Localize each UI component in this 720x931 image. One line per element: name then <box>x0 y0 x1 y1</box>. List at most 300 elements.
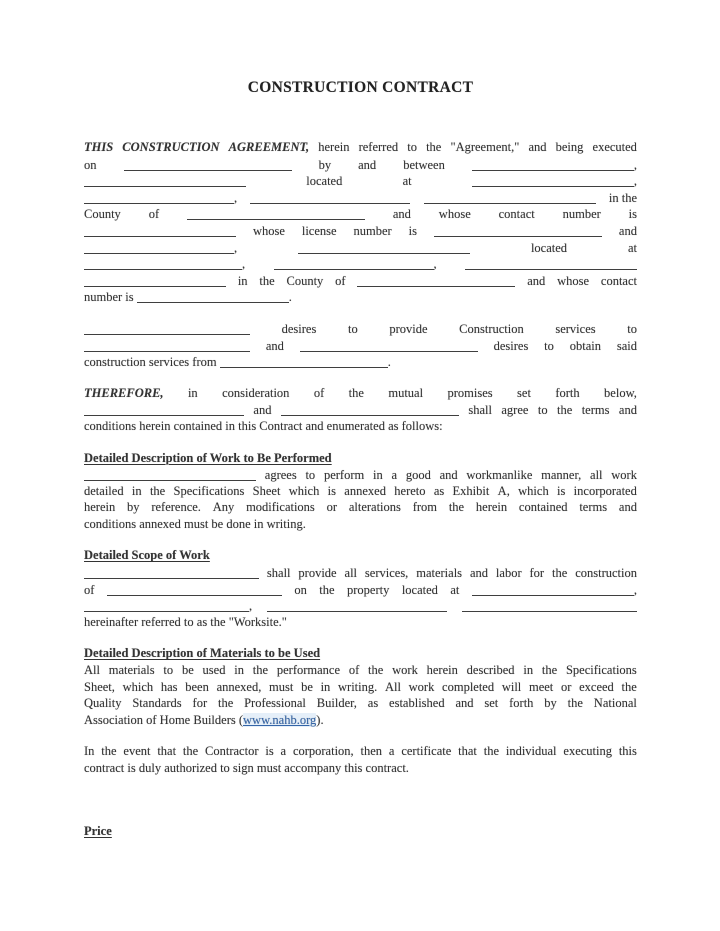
fill-in-blank: , <box>472 156 637 174</box>
text-line <box>84 695 637 712</box>
text-run: on <box>294 582 307 597</box>
fill-in-blank <box>84 401 244 419</box>
text-line <box>84 205 637 222</box>
text-run: is <box>628 207 637 222</box>
text-run: Standards <box>132 696 182 711</box>
text-run: a <box>391 468 398 483</box>
fill-in-blank: . <box>220 355 391 369</box>
blank-underline <box>84 403 244 416</box>
fill-in-blank: , <box>274 255 437 273</box>
text-line <box>84 189 637 206</box>
text-run: by <box>318 157 332 172</box>
fill-in-blank: , <box>84 189 237 207</box>
text-line <box>84 760 637 777</box>
text-run: the <box>348 385 364 400</box>
nahb-website-link[interactable]: www.nahb.org <box>243 712 317 727</box>
text-run: in <box>237 273 248 288</box>
text-run: number is <box>84 290 137 305</box>
text-line <box>84 581 637 598</box>
text-run: Sheet, <box>84 679 115 694</box>
text-run: is <box>265 744 274 759</box>
fill-in-blank <box>84 337 250 355</box>
text-run: all <box>344 566 358 581</box>
fill-in-blank <box>465 255 637 273</box>
text-run: work <box>408 679 435 694</box>
text-line <box>84 564 637 581</box>
text-line <box>84 418 637 435</box>
text-run: Professional <box>244 696 306 711</box>
text-run: will <box>501 679 522 694</box>
blank-underline <box>462 599 637 612</box>
intro-paragraph <box>84 139 637 305</box>
text-run: perform <box>323 468 365 483</box>
fill-in-blank <box>434 222 602 240</box>
text-run: to <box>537 403 548 418</box>
text-line <box>84 385 637 402</box>
text-run: or <box>326 500 338 515</box>
text-line <box>84 662 637 679</box>
text-run: County <box>286 273 324 288</box>
text-run: Any <box>212 500 235 515</box>
text-run: the <box>541 663 558 678</box>
text-run: of <box>148 207 160 222</box>
text-run: services, <box>364 566 409 581</box>
text-run: located <box>530 240 568 255</box>
text-run: hereinafter referred to as the "Worksite." <box>84 614 287 629</box>
text-line <box>84 743 637 760</box>
fill-in-blank: , <box>472 172 637 190</box>
text-run: whose <box>438 207 471 222</box>
text-run: and <box>358 157 377 172</box>
text-run: at <box>450 582 460 597</box>
text-run: to <box>305 468 316 483</box>
fill-in-blank <box>84 466 256 484</box>
text-line <box>84 222 637 239</box>
text-run: and <box>527 273 546 288</box>
text-run: executed <box>592 140 637 154</box>
blank-underline <box>465 257 637 270</box>
text-run: Quality <box>84 696 122 711</box>
text-run: the <box>182 744 199 759</box>
text-run: contact <box>600 273 637 288</box>
text-run: all <box>590 468 603 483</box>
text-run: agree <box>501 403 529 418</box>
text-run: good <box>405 468 431 483</box>
text-run: hereto <box>394 483 426 498</box>
text-run: the <box>567 696 583 711</box>
text-run: modifications <box>246 500 315 515</box>
text-run: the <box>426 140 442 154</box>
text-run: in <box>131 483 142 498</box>
heading-work-description: Detailed Description of Work to Be Performed <box>84 450 332 465</box>
text-run: and <box>528 140 547 154</box>
text-run: services <box>555 321 596 336</box>
text-run: corporation, <box>292 744 354 759</box>
fill-in-blank <box>124 156 292 174</box>
text-run: as <box>367 696 379 711</box>
scope-of-work-paragraph <box>84 564 637 630</box>
text-run: THIS <box>84 140 114 154</box>
fill-in-blank: , <box>84 255 245 273</box>
text-run: the <box>448 500 465 515</box>
text-run: and <box>265 338 284 353</box>
text-run: herein <box>426 663 458 678</box>
text-run: then <box>360 744 383 759</box>
fill-in-blank <box>187 205 365 223</box>
text-run: is <box>327 483 336 498</box>
text-run: completed <box>442 679 495 694</box>
text-run: forth <box>509 696 534 711</box>
text-run: for <box>529 566 545 581</box>
text-run: the <box>552 566 568 581</box>
text-run: herein <box>84 500 116 515</box>
text-run: whose <box>557 273 590 288</box>
text-line <box>84 712 637 729</box>
text-run: certificate <box>401 744 452 759</box>
text-run: of <box>84 582 95 597</box>
text-line <box>84 353 637 370</box>
fill-in-blank: . <box>137 290 292 304</box>
fill-in-blank <box>300 337 478 355</box>
text-run: in <box>320 679 331 694</box>
text-line <box>84 272 637 289</box>
text-run: labor <box>495 566 522 581</box>
fill-in-blank <box>107 581 282 599</box>
document-title: CONSTRUCTION CONTRACT <box>247 79 474 96</box>
fill-in-blank <box>84 172 246 190</box>
text-run: be <box>301 679 313 694</box>
text-line <box>84 139 637 156</box>
text-line <box>84 156 637 173</box>
blank-underline <box>84 224 236 237</box>
fill-in-blank <box>84 564 259 582</box>
text-run: located <box>306 174 343 189</box>
text-run: from <box>412 500 438 515</box>
text-line <box>84 499 637 516</box>
text-line <box>84 172 637 189</box>
fill-in-blank: , <box>84 597 252 615</box>
text-run: provide <box>298 566 337 581</box>
text-run: the <box>621 679 637 694</box>
text-run: and <box>618 500 637 515</box>
text-run: obtain <box>569 338 601 353</box>
fill-in-blank <box>281 401 459 419</box>
text-line <box>84 516 637 533</box>
blank-underline <box>267 599 447 612</box>
blank-underline <box>137 290 289 303</box>
materials-paragraph <box>84 662 637 728</box>
text-run: to <box>163 663 174 678</box>
text-run: THEREFORE, <box>84 385 164 400</box>
fill-in-blank: , <box>84 239 237 257</box>
text-run: of <box>348 663 360 678</box>
text-line <box>84 288 637 305</box>
blank-underline <box>250 191 410 204</box>
text-run: as <box>433 483 445 498</box>
text-run: Sheet <box>252 483 281 498</box>
text-run: terms <box>581 403 610 418</box>
text-run: County <box>84 207 121 222</box>
blank-underline <box>300 339 478 352</box>
text-line <box>84 337 637 354</box>
text-run: performance <box>276 663 341 678</box>
text-run: this <box>618 744 637 759</box>
text-run: agrees <box>264 468 297 483</box>
blank-underline <box>84 241 234 254</box>
text-run: and <box>469 566 489 581</box>
text-run: National <box>593 696 637 711</box>
text-run: herein <box>318 140 350 154</box>
text-line <box>84 466 637 483</box>
text-run: set <box>484 696 499 711</box>
fill-in-blank <box>84 222 236 240</box>
text-run: annexed, <box>216 679 262 694</box>
blank-underline <box>84 566 259 579</box>
blank-underline <box>84 191 234 204</box>
blank-underline <box>84 599 249 612</box>
work-description-paragraph <box>84 466 637 532</box>
text-run: and <box>392 207 411 222</box>
blank-underline <box>472 174 634 187</box>
text-run: the <box>557 403 573 418</box>
fill-in-blank <box>267 597 447 615</box>
text-run: conditions herein contained in this Contract and enumerated as follows: <box>84 418 443 433</box>
text-run: described <box>466 663 515 678</box>
blank-underline <box>84 174 246 187</box>
fill-in-blank: , <box>472 581 637 599</box>
text-run: in <box>372 468 383 483</box>
text-run: construction services from <box>84 355 220 370</box>
fill-in-blank <box>462 597 637 615</box>
text-run: desires <box>281 321 317 336</box>
text-run: to <box>544 338 554 353</box>
text-run: Specifications <box>565 663 637 678</box>
text-run: mutual <box>388 385 424 400</box>
text-run: Construction <box>459 321 524 336</box>
text-run: at <box>627 240 637 255</box>
text-run: being <box>555 140 584 154</box>
fill-in-blank <box>357 272 515 290</box>
text-run: materials <box>108 663 155 678</box>
text-run: the <box>252 663 269 678</box>
text-run: a <box>388 744 395 759</box>
text-run: desires <box>493 338 529 353</box>
text-run: conditions annexed must be done in writing. <box>84 516 306 531</box>
blank-underline <box>187 207 365 220</box>
text-run: AGREEMENT, <box>228 140 310 154</box>
text-run: contained <box>518 500 568 515</box>
text-run: the <box>149 483 166 498</box>
text-run: that <box>458 744 477 759</box>
text-run: located <box>401 582 438 597</box>
text-run: be <box>181 663 194 678</box>
text-run: workmanlike <box>466 468 533 483</box>
blank-underline <box>298 241 470 254</box>
text-run: work <box>611 468 637 483</box>
text-line <box>84 255 637 272</box>
text-run: incorporated <box>573 483 637 498</box>
text-run: individual <box>505 744 557 759</box>
text-run: detailed <box>84 483 124 498</box>
fill-in-blank <box>298 239 470 257</box>
text-run: has <box>160 679 178 694</box>
text-run: CONSTRUCTION <box>122 140 220 154</box>
text-run: established <box>389 696 445 711</box>
text-run: the <box>101 744 117 759</box>
blank-underline <box>220 355 388 368</box>
text-run: to <box>627 321 637 336</box>
text-run: forth <box>555 385 580 400</box>
text-run: the <box>319 582 335 597</box>
text-run: of <box>313 385 325 400</box>
text-run: number <box>353 223 392 238</box>
text-run: by <box>544 696 557 711</box>
text-run: in <box>187 385 198 400</box>
text-run: terms <box>579 500 608 515</box>
text-run: and <box>439 468 458 483</box>
text-run: event <box>123 744 151 759</box>
text-run: the <box>217 696 234 711</box>
text-run: is <box>408 223 418 238</box>
text-run: reference. <box>151 500 201 515</box>
blank-underline <box>107 583 282 596</box>
text-run: property <box>347 582 390 597</box>
text-run: at <box>402 174 412 189</box>
text-run: alterations <box>348 500 401 515</box>
text-run: referred <box>358 140 399 154</box>
text-run: or <box>560 679 572 694</box>
heading-materials: Detailed Description of Materials to be Used <box>84 646 321 661</box>
text-run: ). <box>316 712 324 727</box>
text-run: and <box>455 696 474 711</box>
text-line <box>84 401 637 418</box>
blank-underline <box>281 403 459 416</box>
text-run: set <box>517 385 531 400</box>
text-run: herein <box>475 500 508 515</box>
text-run: "Agreement," <box>450 140 520 154</box>
text-line <box>84 614 637 631</box>
fill-in-blank <box>84 272 226 290</box>
text-run: Contractor <box>205 744 259 759</box>
text-run: the <box>368 663 384 678</box>
text-run: Specifications <box>173 483 245 498</box>
text-run: work <box>392 663 418 678</box>
text-run: contract is duly authorized to sign must accompany this contract. <box>84 761 409 775</box>
text-run: shall <box>468 403 492 418</box>
blank-underline <box>472 158 634 171</box>
text-run: by <box>127 500 140 515</box>
text-run: been <box>185 679 209 694</box>
desires-paragraph <box>84 320 637 370</box>
corporation-paragraph <box>84 743 637 776</box>
text-run: annexed <box>344 483 386 498</box>
text-line <box>84 679 637 696</box>
text-line <box>84 597 637 614</box>
text-run: writing. <box>338 679 378 694</box>
text-line <box>84 239 637 256</box>
blank-underline <box>357 274 515 287</box>
text-run: of <box>335 273 346 288</box>
heading-scope-of-work: Detailed Scope of Work <box>84 548 210 563</box>
text-run: number <box>562 207 601 222</box>
blank-underline <box>84 322 250 335</box>
blank-underline <box>84 274 226 287</box>
text-run: in <box>523 663 534 678</box>
text-line <box>84 483 637 500</box>
text-run: and <box>618 403 637 418</box>
text-run: promises <box>447 385 493 400</box>
fill-in-blank <box>250 189 410 207</box>
text-run: and <box>253 403 272 418</box>
text-run: for <box>192 696 208 711</box>
text-run: between <box>403 157 445 172</box>
text-run: All <box>384 679 401 694</box>
text-run: provide <box>389 321 428 336</box>
text-run: said <box>616 338 637 353</box>
text-run: to <box>407 140 417 154</box>
fill-in-blank <box>84 320 250 338</box>
text-run: on <box>84 157 97 172</box>
blank-underline <box>84 468 256 481</box>
text-run: A, <box>497 483 510 498</box>
text-run: is <box>557 483 566 498</box>
text-run: meet <box>528 679 554 694</box>
text-run: manner, <box>541 468 582 483</box>
text-line <box>84 320 637 337</box>
text-run: construction <box>575 566 637 581</box>
blank-underline <box>84 339 250 352</box>
text-run: contact <box>498 207 535 222</box>
blank-underline <box>274 257 434 270</box>
text-run: which <box>288 483 320 498</box>
therefore-paragraph <box>84 385 637 435</box>
blank-underline <box>424 191 596 204</box>
contract-document <box>84 0 637 839</box>
fill-in-blank <box>424 189 596 207</box>
heading-price: Price <box>84 823 112 838</box>
blank-underline <box>434 224 602 237</box>
text-run: which <box>122 679 154 694</box>
text-run: the <box>483 744 499 759</box>
text-run: All <box>84 663 100 678</box>
text-run: license <box>301 223 337 238</box>
text-run: below, <box>604 385 637 400</box>
text-run: Association of Home Builders ( <box>84 712 244 727</box>
text-run: used <box>202 663 226 678</box>
blank-underline <box>472 583 634 596</box>
text-run: in <box>234 663 244 678</box>
blank-underline <box>124 158 292 171</box>
text-run: executing <box>563 744 612 759</box>
text-run: that <box>157 744 177 759</box>
blank-underline <box>84 257 242 270</box>
text-run: consideration <box>222 385 290 400</box>
text-run: Builder, <box>316 696 357 711</box>
text-run: a <box>280 744 287 759</box>
text-run: to <box>347 321 358 336</box>
text-run: which <box>518 483 549 498</box>
text-run: shall <box>266 566 291 581</box>
text-run: whose <box>252 223 285 238</box>
text-run: must <box>269 679 294 694</box>
text-run: Exhibit <box>452 483 490 498</box>
text-run: in the <box>608 190 637 205</box>
text-run: In <box>84 744 95 759</box>
text-run: the <box>259 273 275 288</box>
text-run: and <box>618 223 637 238</box>
text-run: exceed <box>579 679 614 694</box>
text-run: materials <box>416 566 463 581</box>
